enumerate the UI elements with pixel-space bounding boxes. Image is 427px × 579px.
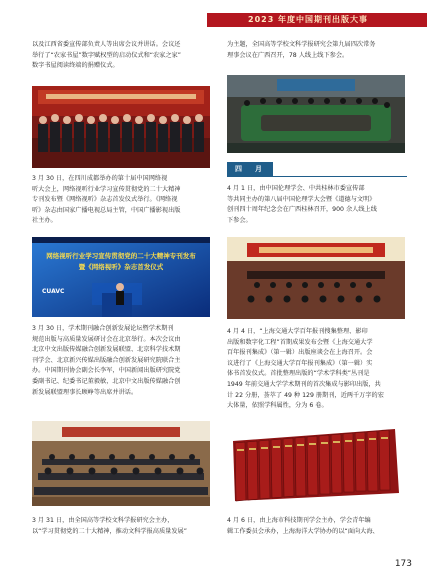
banner-logo: CUAVC <box>42 288 65 295</box>
line: 等共同主办的第八届中国伦理学大会暨《道德与文明》 <box>227 195 376 203</box>
month-label <box>227 162 273 176</box>
right-paragraph-4 <box>227 516 413 537</box>
line: 北京中文出版传媒融合创新发展联盟、北京科学技术期 <box>32 346 181 354</box>
line: 4 月 4 日，“上海交通大学百年报刊搜集整理、影印 <box>227 328 368 335</box>
line: 新发展联盟理事长顾峥等出席并讲话。 <box>32 388 138 396</box>
line: 举行了“农家书屋”数字赋权型的启动仪式和“农家之家” <box>32 51 181 59</box>
line: 下参会。 <box>227 216 252 224</box>
line: 听大会上，网络视听行业学习宣传贯彻党的二十大精神 <box>32 185 181 193</box>
left-paragraph-3 <box>32 324 218 398</box>
line: 计 22 分册，荟萃了 49 种 129 册期刊，近两千万字的宏 <box>227 391 384 399</box>
page-number: 173 <box>394 559 412 569</box>
line: 百年报刊集成》（第一辑）出版座谈会在上海召开。会 <box>227 349 373 357</box>
line: 3 月 30 日，在四川成都举办的第十届中国网络视 <box>32 175 168 182</box>
photo-roundtable-meeting <box>227 75 405 153</box>
line: 出版和数字化工程”首期成果发布会暨《上海交通大学 <box>227 338 373 346</box>
left-paragraph-1 <box>32 40 218 72</box>
line: 数字书屋阅读终端的捐赠仪式。 <box>32 62 119 70</box>
line: 听》杂志由国家广播电视总局主管，中国广播影视出版 <box>32 206 181 214</box>
line: 委副书记、纪委书记董毅敏，北京中文出版传媒融合创 <box>32 377 181 385</box>
line: 为主题，全国高等学校文科学报研究会第九届四次常务 <box>227 41 376 48</box>
line: 辑工作委员会承办，上海海洋大学协办的以“面向大海、 <box>227 527 379 535</box>
line: 理事会议在广西召开，78 人线上线下参会。 <box>227 51 349 59</box>
header-title: 2023 年度中国期刊出版大事 <box>248 15 369 24</box>
line: 4 月 1 日，由中国伦理学会、中共桂林市委宣传部 <box>227 185 365 192</box>
line: 4 月 6 日，由上海市科技期刊学会主办，学会青年编 <box>227 517 371 524</box>
line: 以及江西省委宣传部负责人等出席会议并讲话。会议还 <box>32 41 181 48</box>
photo-stage-banner <box>32 237 210 317</box>
line: 创刊四十周年纪念会在广西桂林召开，900 余人线上线 <box>227 206 377 214</box>
left-paragraph-4 <box>32 516 218 537</box>
photo-red-stage-meeting <box>227 237 405 319</box>
line: 专刊发布暨《网络视听》杂志首发仪式举行。《网络视 <box>32 196 178 204</box>
line: 刊学会、北京新兴传媒出版融合创新发展研究院联合主 <box>32 356 181 364</box>
line: 体书首发仪式。首批整理出版的“学术学科类”丛刊是 <box>227 370 370 378</box>
line: 社主办。 <box>32 217 57 225</box>
right-paragraph-3 <box>227 327 413 412</box>
photo-meeting-hall <box>32 421 210 506</box>
photo-conference-group <box>32 86 210 168</box>
line: 3 月 31 日，由全国高等学校文科学报研究会主办， <box>32 517 174 524</box>
left-paragraph-2 <box>32 174 218 227</box>
line: 1949 年前交通大学学术期刊的首次集成与影印出版，共 <box>227 380 381 388</box>
line: 3 月 30 日，学术期刊融合创新发展论坛暨学术期刊 <box>32 325 174 332</box>
photo-book-collection <box>227 421 405 506</box>
line: 办。中国期刊协会副会长李军，中国新闻出版研究院党 <box>32 367 181 375</box>
banner-line-1: 网络视听行业学习宣传贯彻党的二十大精神专刊发布 <box>46 252 196 260</box>
month-text: 四 月 <box>235 165 265 173</box>
line: 大体量，依照学科属性，分为 6 卷。 <box>227 402 328 410</box>
line: 以“学习贯彻党的二十大精神，推动文科学报高质量发展” <box>32 527 187 535</box>
right-paragraph-2 <box>227 184 413 226</box>
line: 规范出版与高质量发展研讨会在北京举行。本次会议由 <box>32 335 181 343</box>
month-divider <box>227 176 407 177</box>
right-paragraph-1 <box>227 40 413 61</box>
banner-line-2: 暨《网络视听》杂志首发仪式 <box>78 263 164 271</box>
line: 议进行了《上海交通大学百年报刊集成》（第一辑）实 <box>227 359 373 367</box>
